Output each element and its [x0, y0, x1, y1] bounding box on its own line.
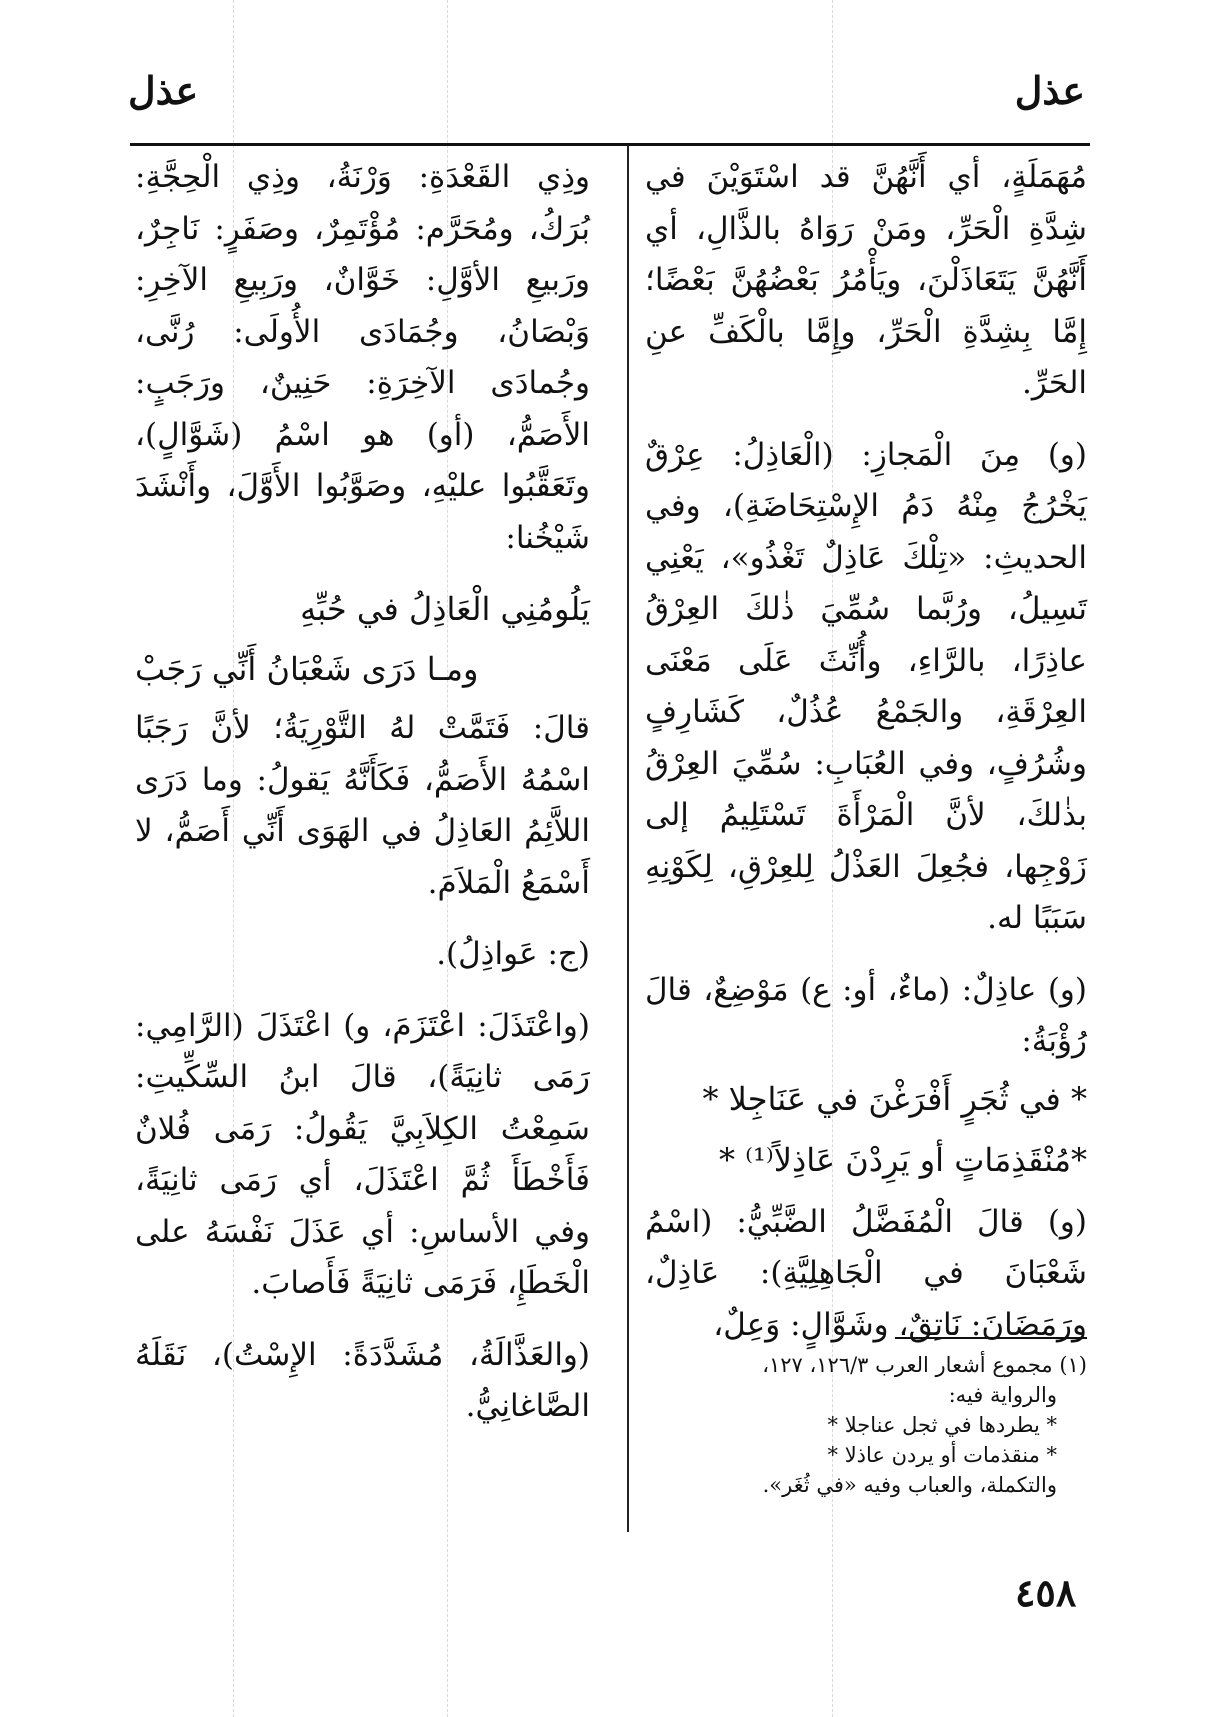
paragraph: (و) مِنَ الْمَجازِ: (الْعَاذِلُ: عِرْقٌ يَخْرُجُ مِنْهُ دَمُ الإِسْتِحَاضَةِ)، وفي الحديثِ: «تِلْكَ عَاذِلٌ تَغْذُو»، يَعْنِي تَسِيلُ، ورُبَّما سُمِّيَ ذٰلكَ العِرْقُ عاذِرًا، بالرَّاءِ، وأُنِّثَ عَلَى مَعْنَى العِرْقَةِ، والجَمْعُ عُذُلٌ، كَشَارِفٍ وشُرُفٍ، وفي العُبَابِ: سُمِّيَ العِرْقُ بذٰلكَ، لأنَّ الْمَرْأَةَ تَسْتَلِيمُ إلى زَوْجِها، فجُعِلَ العَذْلُ لِلعِرْقِ، لِكَوْنِهِ سَبَبًا له.: [645, 436, 1087, 936]
column-divider: [627, 145, 629, 1532]
paragraph: (والعَذَّالَةُ، مُشَدَّدَةً: الإِسْتُ)، نَقَلَهُ الصَّاغانِيُّ.: [135, 1336, 590, 1424]
footnote-line: (١) مجموع أشعار العرب ١٢٦/٣، ١٢٧،: [762, 1353, 1087, 1377]
footnote-line: * منقذمات أو يردن عاذلا *: [827, 1443, 1057, 1467]
verse-line: يَلُومُنِي الْعَاذِلُ في حُبِّهِ: [300, 590, 590, 628]
footnote-line: والتكملة، والعباب وفيه «في ثُغَر».: [762, 1473, 1057, 1497]
verse-line: ومـا دَرَى شَعْبَانُ أَنِّي رَجَبْ: [135, 649, 479, 688]
right-column: [645, 152, 1087, 1371]
left-column: [135, 152, 590, 1453]
paragraph: (و) قالَ الْمُفَضَّلُ الضَّبِّيُّ: (اسْمُ شَعْبَانَ في الْجَاهِلِيَّةِ): عَاذِلٌ، ورَمَضَانَ: نَاتِقٌ، وشَوَّالٍ: وَعِلٌ،: [645, 1203, 1087, 1343]
paragraph: (ج: عَواذِلُ).: [436, 936, 590, 972]
verse-line: *مُنْقَذِمَاتٍ أو يَرِدْنَ عَاذِلاً⁽¹⁾ *: [718, 1141, 1087, 1179]
footnote: [645, 1350, 1087, 1500]
footnote-line: والرواية فيه:: [948, 1383, 1057, 1407]
header-rule: [130, 143, 1090, 146]
paragraph: وذِي القَعْدَةِ: وَرْنَةُ، وذِي الْحِجَّةِ: بُرَكُ، ومُحَرَّم: مُؤْتَمِرٌ، وصَفَرٍ: نَاجِرٌ، ورَبيعِ الأوَّلِ: خَوَّانٌ، ورَبِيعِ الآخِرِ: وَبْصَانُ، وجُمَادَى الأُولَى: رُنَّى، وجُمادَى الآخِرَةِ: حَنِينٌ، ورَجَبٍ: الأَصَمُّ، (أو) هو اسْمُ (شَوَّالٍ)، وتَعَقَّبُوا عليْهِ، وصَوَّبُوا الأَوَّلَ، وأَنْشَدَ شَيْخُنا:: [135, 159, 590, 556]
paragraph: قالَ: فَتَمَّتْ لهُ التَّوْرِيَةُ؛ لأنَّ رَجَبًا اسْمُهُ الأَصَمُّ، فَكَأَنَّهُ يَقولُ: وما دَرَى اللاَّئِمُ العَاذِلُ في الهَوَى أَنِّي أَصَمُّ، لا أَسْمَعُ الْمَلاَمَ.: [135, 710, 590, 901]
running-header-right: عذل: [1014, 68, 1085, 113]
paragraph: (واعْتَذَلَ: اعْتَزَمَ، و) اعْتَذَلَ (الرَّامِي: رَمَى ثانِيَةً)، قالَ ابنُ السِّكِّيتِ: سَمِعْتُ الكِلاَبِيَّ يَقُولُ: رَمَى فُلانٌ فَأَخْطَأَ ثُمَّ اعْتَذَلَ، أي رَمَى ثانِيَةً، وفي الأساسِ: أي عَذَلَ نَفْسَهُ على الْخَطَإِ، فَرَمَى ثانِيَةً فَأَصابَ.: [135, 1007, 590, 1301]
footnote-rule: [895, 1337, 1087, 1339]
paragraph: مُهَمَلَةٍ، أي أَنَّهُنَّ قد اسْتَوَيْنَ في شِدَّةِ الْحَرِّ، ومَنْ رَوَاهُ بالذَّالِ، أي أَنَّهُنَّ يَتَعَاذَلْنَ، ويَأْمُرُ بَعْضُهُنَّ بَعْضًا؛ إِمَّا بِشِدَّةِ الْحَرِّ، وإِمَّا بالْكَفِّ عنِ الحَرِّ.: [645, 159, 1087, 401]
footnote-line: * يطردها في ثجل عناجلا *: [827, 1413, 1057, 1437]
page-number: ٤٥٨: [1015, 1570, 1077, 1615]
paragraph: (و) عاذِلٌ: (ماءٌ، أو: ع) مَوْضِعٌ، قالَ رُؤْبَةُ:: [645, 971, 1087, 1059]
running-header-left: عذل: [128, 68, 199, 113]
verse-line: * في ثُجَرٍ أَفْرَغْنَ في عَنَاجِلا *: [702, 1079, 1087, 1118]
